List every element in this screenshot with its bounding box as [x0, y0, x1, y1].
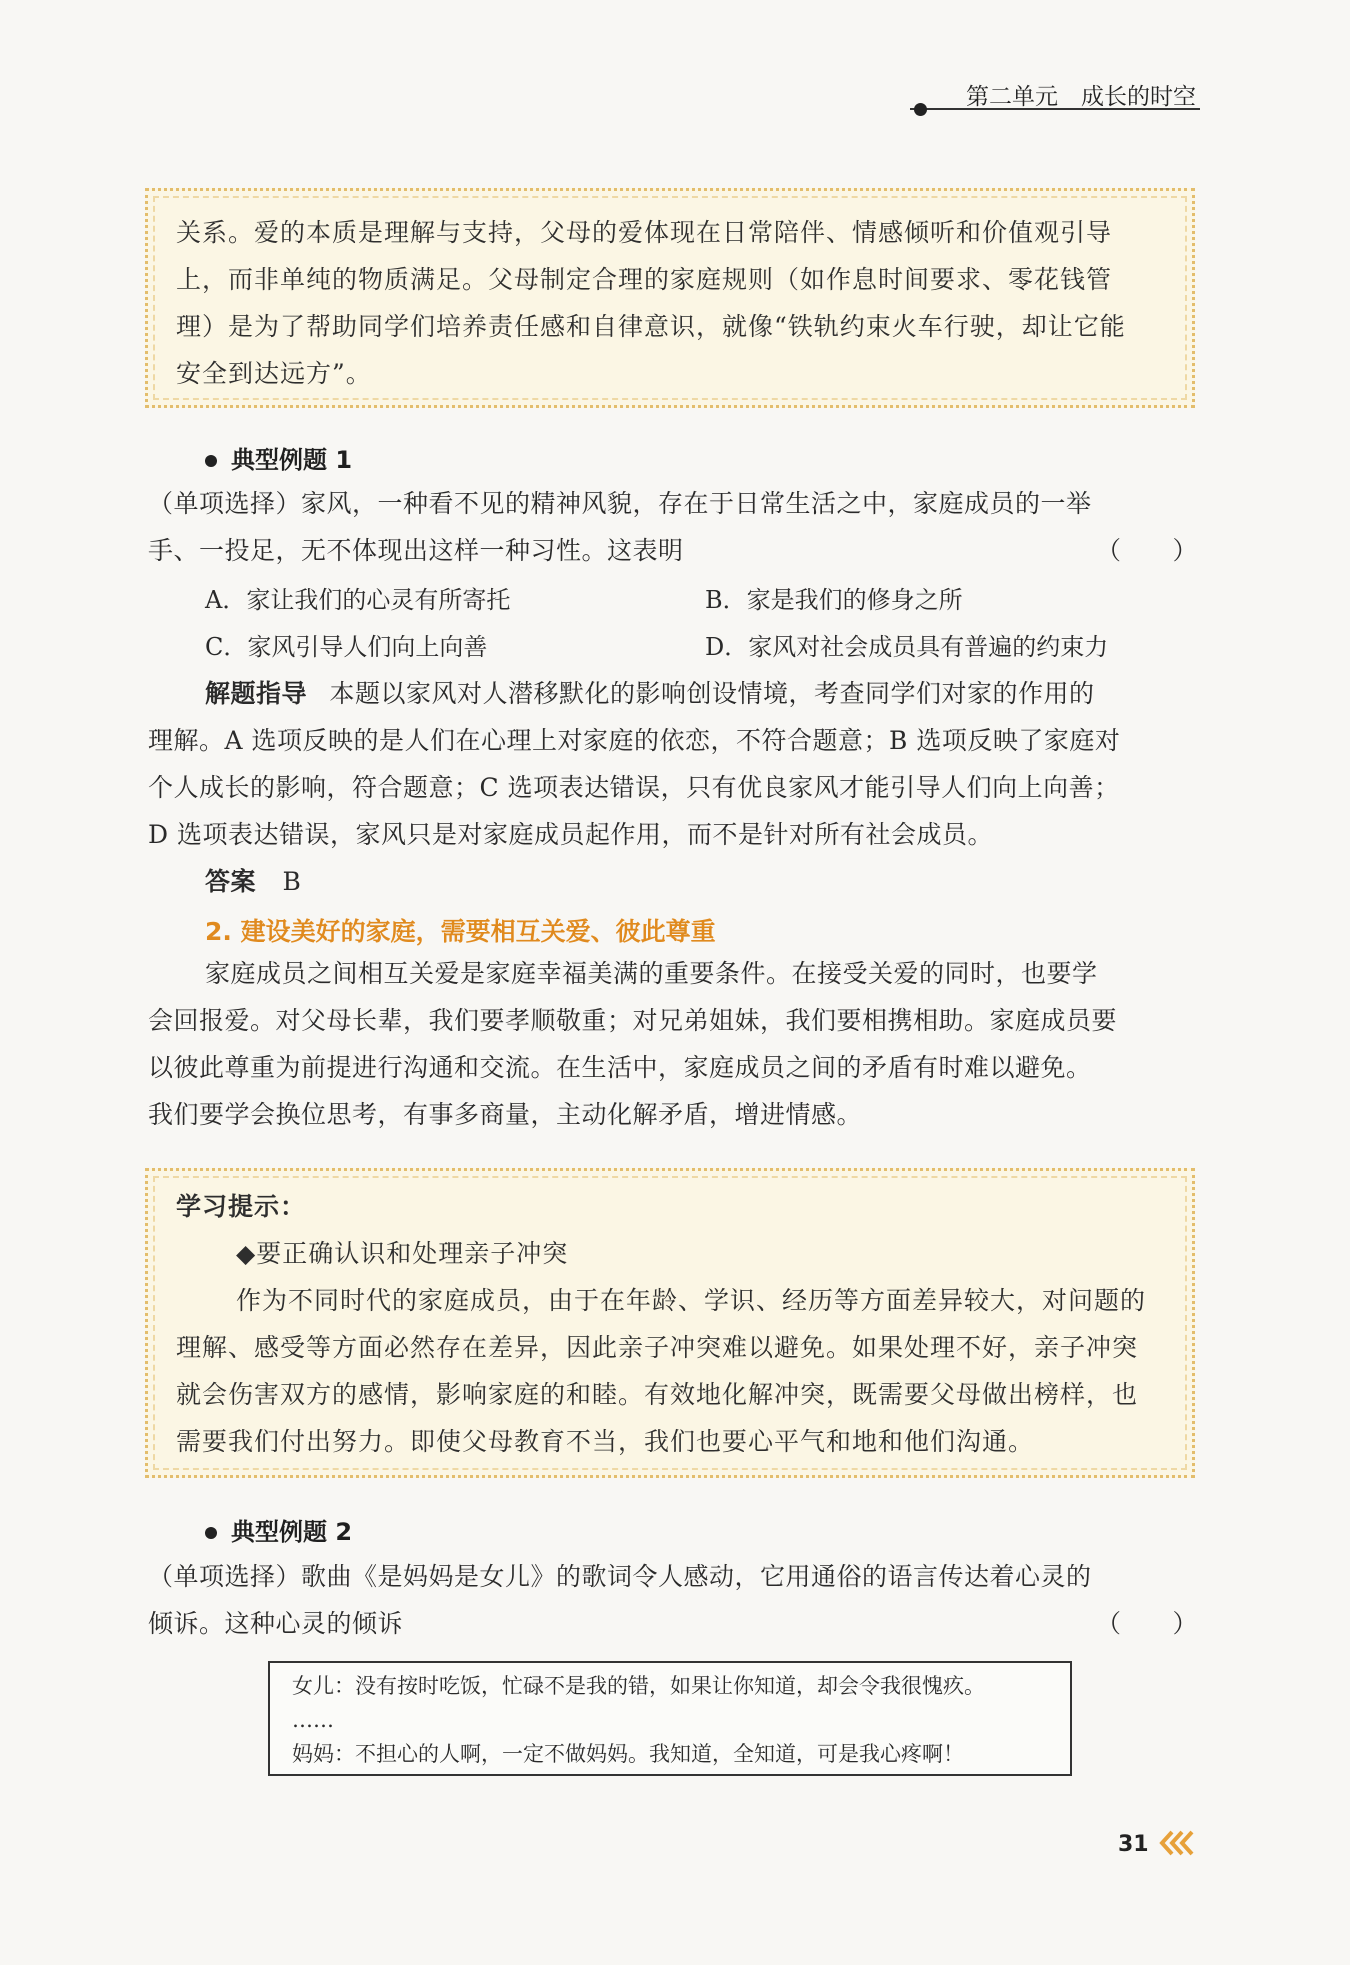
example1-stem-line2 [148, 527, 1198, 574]
example2-heading [205, 1512, 352, 1547]
section2-line: 会回报爱。对父母长辈，我们要孝顺敬重；对兄弟姐妹，我们要相携相助。家庭成员要 [148, 1006, 1118, 1035]
answer-paren: （ ） [1095, 1609, 1198, 1638]
header-title: 第二单元 成长的时空 [966, 84, 1196, 110]
bullet-icon [205, 455, 217, 467]
answer-label: 答案 [205, 867, 257, 896]
example1-stem [148, 480, 1198, 574]
study-tip-line: 作为不同时代的家庭成员，由于在年龄、学识、经历等方面差异较大，对问题的 [236, 1286, 1147, 1315]
example2-stem-line1: （单项选择）歌曲《是妈妈是女儿》的歌词令人感动，它用通俗的语言传达着心灵的 [148, 1562, 1092, 1591]
answer-value: B [282, 867, 302, 896]
note-box-continued [145, 188, 1195, 408]
section2-line: 以彼此尊重为前提进行沟通和交流。在生活中，家庭成员之间的矛盾有时难以避免。 [148, 1053, 1092, 1082]
option-b: B．家是我们的修身之所 [705, 586, 963, 614]
study-tip-box [145, 1168, 1195, 1478]
bullet-icon [205, 1527, 217, 1539]
section2-line: 我们要学会换位思考，有事多商量，主动化解矛盾，增进情感。 [148, 1100, 863, 1129]
option-d: D．家风对社会成员具有普遍的约束力 [705, 633, 1109, 661]
answer-paren: （ ） [1095, 536, 1198, 565]
guide-line: D 选项表达错误，家风只是对家庭成员起作用，而不是针对所有社会成员。 [148, 820, 993, 849]
guide-line: 个人成长的影响，符合题意；C 选项表达错误，只有优良家风才能引导人们向上向善； [148, 773, 1120, 802]
study-tip-subhead: ◆要正确认识和处理亲子冲突 [236, 1239, 569, 1268]
note1-line: 理）是为了帮助同学们培养责任感和自律意识，就像“铁轨约束火车行驶，却让它能 [176, 312, 1126, 341]
lyric-line: …… [292, 1708, 334, 1732]
study-tip-line: 理解、感受等方面必然存在差异，因此亲子冲突难以避免。如果处理不好，亲子冲突 [176, 1333, 1139, 1362]
guide-label: 解题指导 [205, 679, 308, 708]
example1-stem-line2-text: 手、一投足，无不体现出这样一种习性。这表明 [148, 536, 684, 565]
lyric-line: 妈妈：不担心的人啊，一定不做妈妈。我知道，全知道，可是我心疼啊！ [292, 1742, 964, 1766]
guide-line: 理解。A 选项反映的是人们在心理上对家庭的依恋，不符合题意；B 选项反映了家庭对 [148, 726, 1121, 755]
guide-line [148, 670, 1198, 717]
note1-line: 上，而非单纯的物质满足。父母制定合理的家庭规则（如作息时间要求、零花钱管 [176, 265, 1113, 294]
option-c: C．家风引导人们向上向善 [205, 633, 488, 661]
chevron-left-icon [1158, 1828, 1198, 1858]
lyrics-box [268, 1661, 1072, 1776]
example2-stem-line2-text: 倾诉。这种心灵的倾诉 [148, 1609, 404, 1638]
note1-line: 关系。爱的本质是理解与支持，父母的爱体现在日常陪伴、情感倾听和价值观引导 [176, 218, 1113, 247]
study-tip-heading: 学习提示： [176, 1192, 307, 1221]
option-a: A．家让我们的心灵有所寄托 [205, 586, 511, 614]
section2-body [148, 950, 1198, 1138]
example2-stem-line2 [148, 1600, 1198, 1647]
example2-stem [148, 1553, 1198, 1647]
example2-heading-text: 典型例题 2 [231, 1518, 353, 1546]
lyric-line: 女儿：没有按时吃饭，忙碌不是我的错，如果让你知道，却会令我很愧疚。 [292, 1674, 985, 1698]
section2-line: 家庭成员之间相互关爱是家庭幸福美满的重要条件。在接受关爱的同时，也要学 [205, 959, 1098, 988]
study-tip-line: 需要我们付出努力。即使父母教育不当，我们也要心平气和地和他们沟通。 [176, 1427, 1035, 1456]
note1-line: 安全到达远方”。 [176, 359, 372, 388]
page-number: 31 [1118, 1832, 1149, 1857]
example1-guide [148, 670, 1198, 858]
example1-heading-text: 典型例题 1 [231, 446, 353, 474]
example1-answer [148, 858, 1198, 905]
section2-heading: 2. 建设美好的家庭，需要相互关爱、彼此尊重 [205, 917, 716, 946]
header-dot-icon [914, 103, 927, 116]
example1-stem-line1: （单项选择）家风，一种看不见的精神风貌，存在于日常生活之中，家庭成员的一举 [148, 489, 1092, 518]
running-header [900, 70, 1200, 120]
example1-heading [205, 440, 352, 475]
guide-text: 本题以家风对人潜移默化的影响创设情境，考查同学们对家的作用的 [329, 679, 1095, 708]
study-tip-line: 就会伤害双方的感情，影响家庭的和睦。有效地化解冲突，既需要父母做出榜样，也 [176, 1380, 1139, 1409]
